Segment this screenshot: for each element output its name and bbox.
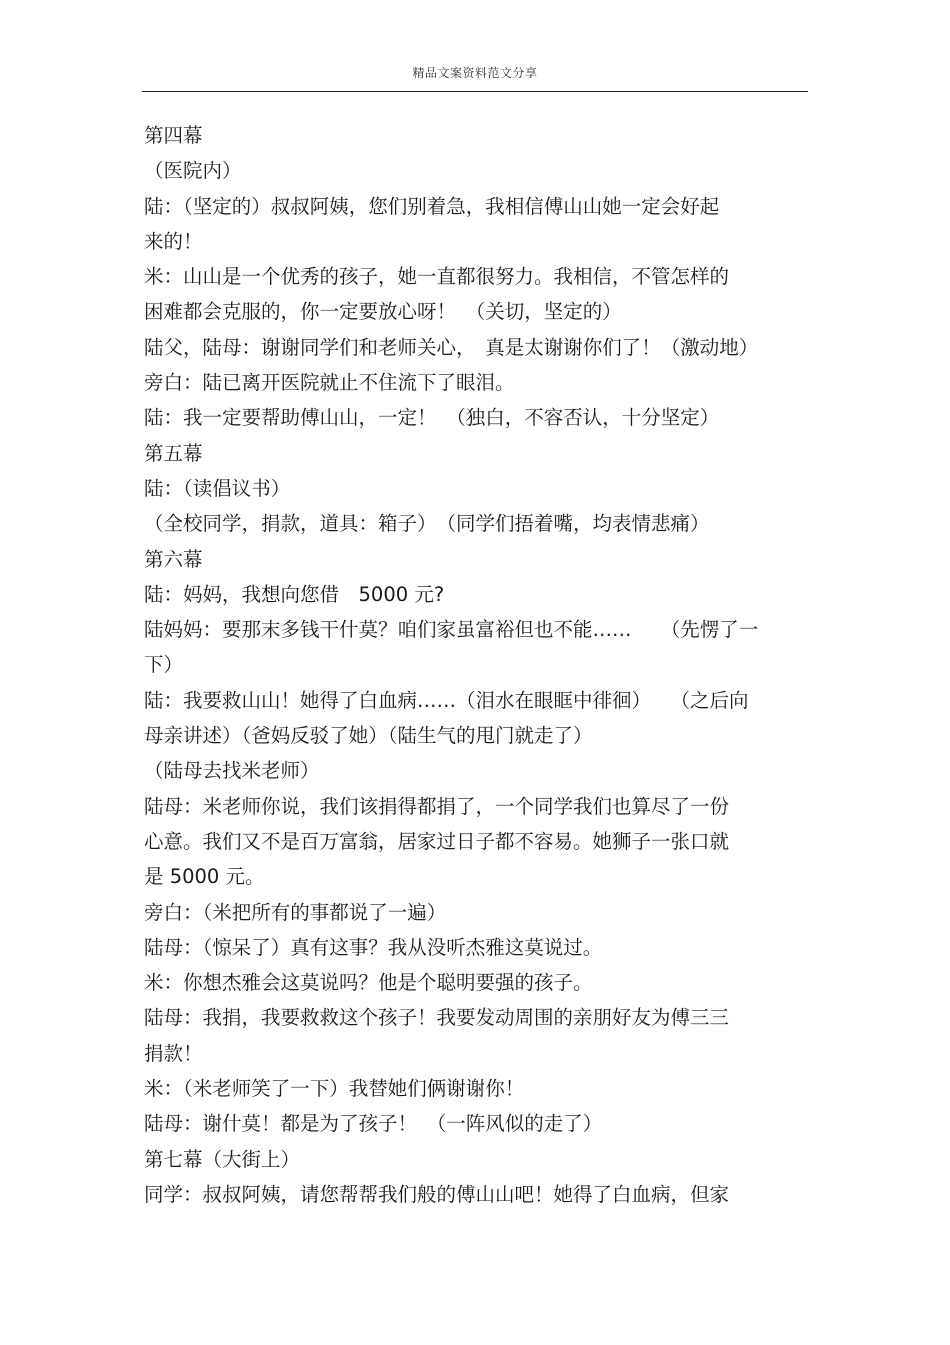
dialogue-line: 陆母：我捐，我要救救这个孩子！我要发动周围的亲朋好友为傅三三 bbox=[144, 1006, 730, 1030]
dialogue-line: 陆妈妈：要那末多钱干什莫？咱们家虽富裕但也不能…… （先愣了一 bbox=[144, 618, 759, 642]
dialogue-line: 陆母：米老师你说，我们该捐得都捐了，一个同学我们也算尽了一份 bbox=[144, 794, 730, 818]
header-divider bbox=[142, 91, 808, 92]
narration-line: 旁白：陆已离开医院就止不住流下了眼泪。 bbox=[144, 371, 515, 395]
dialogue-line: 下） bbox=[144, 653, 184, 677]
dialogue-line: 陆：（坚定的）叔叔阿姨，您们别着急，我相信傅山山她一定会好起 bbox=[144, 194, 720, 218]
dialogue-line: 米：你想杰雅会这莫说吗？他是个聪明要强的孩子。 bbox=[144, 971, 593, 995]
dialogue-line: 母亲讲述）（爸妈反驳了她）（陆生气的甩门就走了） bbox=[144, 724, 593, 748]
act-heading: 第六幕 bbox=[144, 547, 203, 571]
stage-direction: （全校同学，捐款，道具：箱子） （同学们捂着嘴，均表情悲痛） bbox=[144, 512, 710, 536]
dialogue-line: 同学：叔叔阿姨，请您帮帮我们般的傅山山吧！她得了白血病，但家 bbox=[144, 1182, 730, 1206]
page-header: 精品文案资料范文分享 bbox=[412, 66, 538, 80]
dialogue-line: 陆：我一定要帮助傅山山，一定！ （独白，不容否认，十分坚定） bbox=[144, 406, 720, 430]
dialogue-line: 捐款！ bbox=[144, 1041, 203, 1065]
dialogue-line: 心意。我们又不是百万富翁，居家过日子都不容易。她狮子一张口就 bbox=[144, 829, 730, 853]
act-heading: 第七幕（大街上） bbox=[144, 1147, 301, 1171]
dialogue-line: 陆：我要救山山！她得了白血病……（泪水在眼眶中徘徊） （之后向 bbox=[144, 688, 749, 712]
act-heading: 第五幕 bbox=[144, 441, 203, 465]
dialogue-line: 陆父，陆母：谢谢同学们和老师关心， 真是太谢谢你们了！（激动地） bbox=[144, 335, 759, 359]
dialogue-line: 米：山山是一个优秀的孩子，她一直都很努力。我相信，不管怎样的 bbox=[144, 265, 730, 289]
dialogue-line: 是 5000 元。 bbox=[144, 865, 265, 889]
dialogue-line: 陆：（读倡议书） bbox=[144, 476, 291, 500]
dialogue-line: 陆母：谢什莫！都是为了孩子！ （一阵风似的走了） bbox=[144, 1112, 603, 1136]
narration-line: 旁白：（米把所有的事都说了一遍） bbox=[144, 900, 447, 924]
stage-direction: （医院内） bbox=[144, 159, 242, 183]
script-body bbox=[144, 118, 808, 1212]
stage-direction: （陆母去找米老师） bbox=[144, 759, 320, 783]
dialogue-line: 来的！ bbox=[144, 229, 203, 253]
dialogue-line: 米：（米老师笑了一下）我替她们俩谢谢你！ bbox=[144, 1077, 525, 1101]
act-heading: 第四幕 bbox=[144, 124, 203, 147]
dialogue-line: 困难都会克服的，你一定要放心呀！ （关切，坚定的） bbox=[144, 300, 622, 324]
dialogue-line: 陆：妈妈，我想向您借 5000 元? bbox=[144, 582, 445, 606]
dialogue-line: 陆母：（惊呆了）真有这事？我从没听杰雅这莫说过。 bbox=[144, 935, 603, 959]
